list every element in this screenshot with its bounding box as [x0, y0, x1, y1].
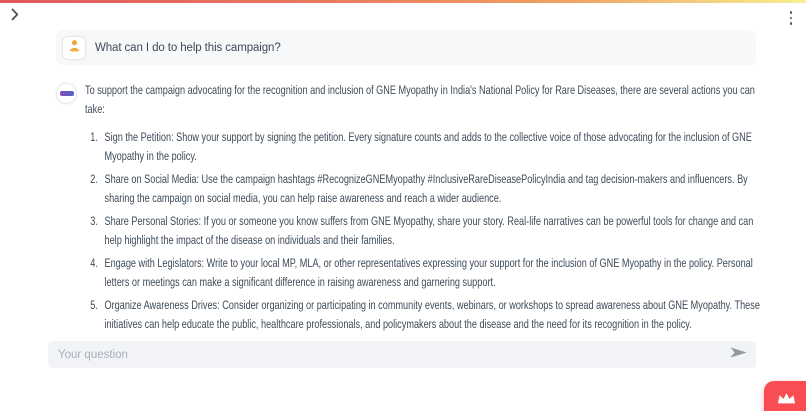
accent-gradient-bar [0, 0, 806, 3]
list-item-text: Share on Social Media: Use the campaign hashtags #RecognizeGNEMyopathy #InclusiveRareDiseasePolicyIndia and tag decision-makers and influencers. By sharing the campaign on social media, you can help raise awareness and reach a wider audience. [104, 172, 748, 205]
person-icon [67, 38, 82, 58]
bot-logo-icon [60, 91, 74, 96]
composer [48, 341, 756, 368]
kebab-menu-icon[interactable] [784, 9, 798, 27]
send-button[interactable] [729, 347, 747, 362]
list-item-number: 1. [90, 130, 98, 144]
chevron-right-icon [11, 8, 19, 26]
list-item-text: Share Personal Stories: If you or someone you know suffers from GNE Myopathy, share your story. Real-life narratives can be powerful tools for change and can help highlight the impact of the disease on individuals and their families. [104, 214, 754, 247]
user-avatar [63, 37, 85, 59]
crown-icon [764, 381, 797, 411]
list-item-number: 4. [90, 256, 98, 270]
list-item-text: Organize Awareness Drives: Consider organizing or participating in community events, webinars, or workshops to spread awareness about GNE Myopathy. These initiatives can help educate the public, healthcare professionals, and policymakers about the disease and the need for its recognition in the policy. [104, 298, 760, 331]
expand-panel-button[interactable] [7, 9, 23, 25]
send-arrow-icon [730, 346, 747, 364]
list-item [90, 254, 760, 292]
user-message-text: What can I do to help this campaign? [95, 41, 281, 54]
bot-message-list [85, 128, 760, 334]
list-item-text: Sign the Petition: Show your support by signing the petition. Every signature counts and adds to the collective voice of those advocating for the inclusion of GNE Myopathy in the policy. [104, 130, 752, 163]
bot-message-intro: To support the campaign advocating for the recognition and inclusion of GNE Myopathy in India's National Policy for Rare Diseases, there are several actions you can take: [85, 83, 755, 116]
bot-avatar [56, 83, 77, 104]
list-item-number: 2. [90, 172, 98, 186]
list-item [90, 128, 760, 166]
premium-crown-button[interactable] [764, 381, 806, 411]
question-input[interactable] [48, 341, 756, 368]
list-item-text: Engage with Legislators: Write to your local MP, MLA, or other representatives expressing your support for the inclusion of GNE Myopathy in the policy. Personal letters or meetings can make a significant difference in raising awareness and garnering support. [104, 256, 753, 289]
list-item-number: 3. [90, 214, 98, 228]
bot-message [85, 81, 760, 338]
list-item-number: 5. [90, 298, 98, 312]
user-message [56, 30, 756, 65]
list-item [90, 212, 760, 250]
list-item [90, 170, 760, 208]
list-item [90, 296, 760, 334]
